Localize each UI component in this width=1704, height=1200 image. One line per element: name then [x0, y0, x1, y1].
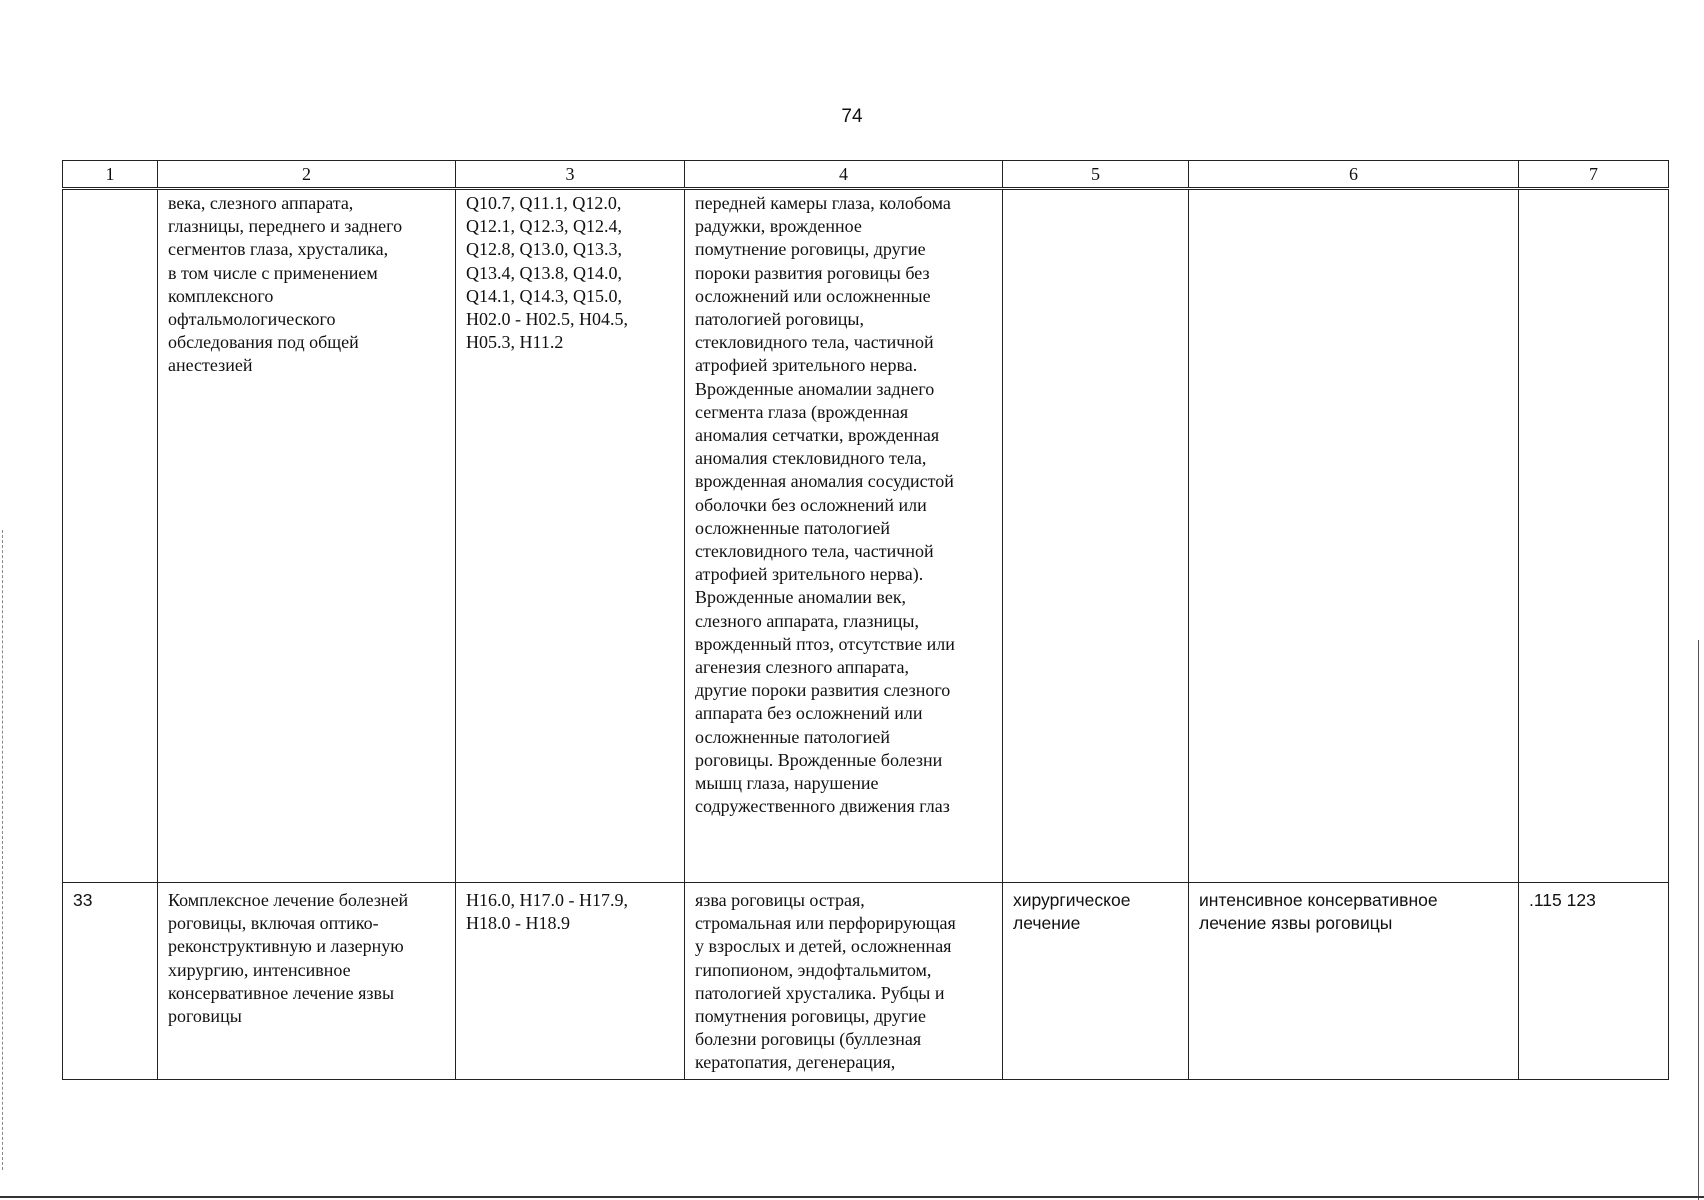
column-number-7: 7 — [1519, 161, 1669, 189]
scan-left-edge — [2, 530, 4, 1170]
patient-model-cell: передней камеры глаза, колобома радужки, врожденное помутнение роговицы, другие пороки развития роговицы без осложнений или осложненные патологией роговицы, стекловидного тела, частичной атрофией зрительного нерва. Врожденные аномалии заднего сегмента глаза (врожденная аномалия сетчатки, врожденная аномалия стекловидного тела, врожденная аномалия сосудистой оболочки без осложнений или осложненные патологией стекловидного тела, частичной атрофией зрительного нерва). Врожденные аномалии век, слезного аппарата, глазницы, врожденный птоз, отсутствие или агенезия слезного аппарата, другие пороки развития слезного аппарата без осложнений или осложненные патологией роговицы. Врожденные болезни мышц глаза, нарушение содружественного движения глаз — [685, 189, 1003, 883]
treatment-type-cell — [1003, 189, 1189, 883]
row-number-cell: 33 — [63, 883, 158, 1080]
cost-norm-cell — [1519, 189, 1669, 883]
care-type-name-cell: Комплексное лечение болезней роговицы, включая оптико- реконструктивную и лазерную хирургию, интенсивное консервативное лечение язвы роговицы — [158, 883, 456, 1080]
diagnosis-codes-cell: Q10.7, Q11.1, Q12.0, Q12.1, Q12.3, Q12.4, Q12.8, Q13.0, Q13.3, Q13.4, Q13.8, Q14.0, Q14.1, Q14.3, Q15.0, H02.0 - H02.5, H04.5, H05.3, H11.2 — [456, 189, 685, 883]
column-number-2: 2 — [158, 161, 456, 189]
page-number: 74 — [841, 106, 863, 127]
column-number-5: 5 — [1003, 161, 1189, 189]
treatment-method-cell — [1189, 189, 1519, 883]
table-row — [63, 189, 1669, 883]
medical-care-table — [62, 160, 1669, 1080]
patient-model-cell: язва роговицы острая, стромальная или перфорирующая у взрослых и детей, осложненная гипопионом, эндофтальмитом, патологией хрусталика. Рубцы и помутнения роговицы, другие болезни роговицы (буллезная кератопатия, дегенерация, — [685, 883, 1003, 1080]
cost-norm-cell: .115 123 — [1519, 883, 1669, 1080]
column-number-6: 6 — [1189, 161, 1519, 189]
scan-bottom-rule — [0, 1196, 1704, 1198]
diagnosis-codes-cell: H16.0, H17.0 - H17.9, H18.0 - H18.9 — [456, 883, 685, 1080]
scan-right-edge — [1698, 640, 1699, 1200]
treatment-type-cell: хирургическое лечение — [1003, 883, 1189, 1080]
care-type-name-cell: века, слезного аппарата, глазницы, переднего и заднего сегментов глаза, хрусталика, в том числе с применением комплексного офтальмологического обследования под общей анестезией — [158, 189, 456, 883]
column-number-3: 3 — [456, 161, 685, 189]
column-number-4: 4 — [685, 161, 1003, 189]
column-number-header-row — [63, 161, 1669, 189]
treatment-method-cell: интенсивное консервативное лечение язвы роговицы — [1189, 883, 1519, 1080]
column-number-1: 1 — [63, 161, 158, 189]
row-number-cell — [63, 189, 158, 883]
table-row — [63, 883, 1669, 1080]
